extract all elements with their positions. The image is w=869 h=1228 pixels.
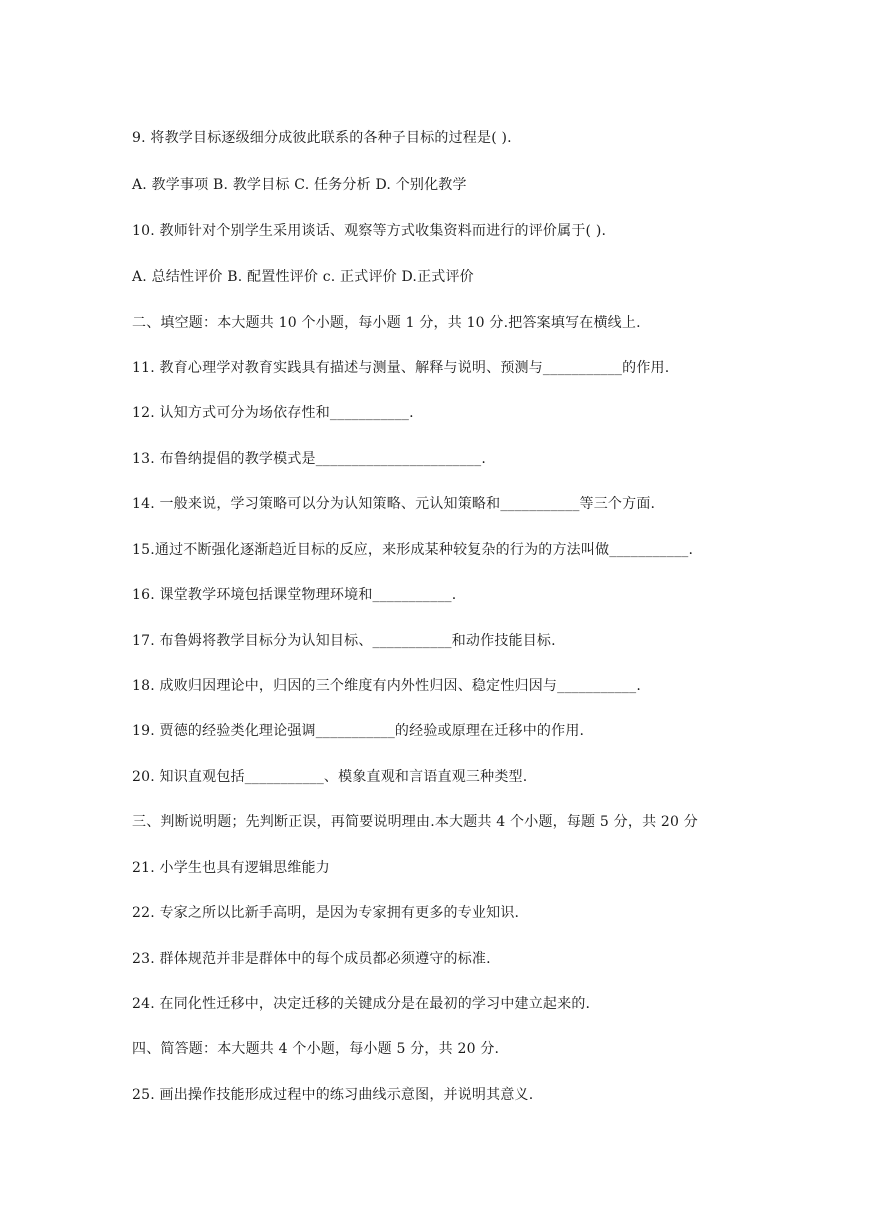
section-fill-in-heading: 二、填空题：本大题共 10 个小题，每小题 1 分，共 10 分.把答案填写在横线上. xyxy=(132,315,641,331)
question-22: 22. 专家之所以比新手高明，是因为专家拥有更多的专业知识. xyxy=(132,905,520,921)
question-25: 25. 画出操作技能形成过程中的练习曲线示意图，并说明其意义. xyxy=(132,1087,534,1103)
question-23: 23. 群体规范并非是群体中的每个成员都必须遵守的标准. xyxy=(132,951,491,967)
question-17: 17. 布鲁姆将教学目标分为认知目标、___________和动作技能目标. xyxy=(132,633,556,649)
question-13: 13. 布鲁纳提倡的教学模式是_______________________. xyxy=(132,451,486,467)
question-15: 15.通过不断强化逐渐趋近目标的反应，来形成某种较复杂的行为的方法叫做___________. xyxy=(132,542,694,558)
section-short-answer-heading: 四、简答题：本大题共 4 个小题，每小题 5 分，共 20 分. xyxy=(132,1041,500,1057)
question-19: 19. 贾德的经验类化理论强调___________的经验或原理在迁移中的作用. xyxy=(132,723,585,739)
question-20: 20. 知识直观包括___________、模象直观和言语直观三种类型. xyxy=(132,769,528,785)
question-10-options: A. 总结性评价 B. 配置性评价 c. 正式评价 D.正式评价 xyxy=(132,269,474,285)
question-9-options: A. 教学事项 B. 教学目标 C. 任务分析 D. 个别化教学 xyxy=(132,177,467,193)
question-14: 14. 一般来说，学习策略可以分为认知策略、元认知策略和___________等三个方面. xyxy=(132,496,656,512)
question-11: 11. 教育心理学对教育实践具有描述与测量、解释与说明、预测与___________的作用. xyxy=(132,360,670,376)
question-10: 10. 教师针对个别学生采用谈话、观察等方式收集资料而进行的评价属于( ). xyxy=(132,223,607,239)
question-12: 12. 认知方式可分为场依存性和___________. xyxy=(132,405,414,421)
section-judgment-heading: 三、判断说明题；先判断正误，再简要说明理由.本大题共 4 个小题，每题 5 分，共 20 分 xyxy=(132,814,698,830)
question-18: 18. 成败归因理论中，归因的三个维度有内外性归因、稳定性归因与___________. xyxy=(132,678,641,694)
question-21: 21. 小学生也具有逻辑思维能力 xyxy=(132,860,330,876)
question-16: 16. 课堂教学环境包括课堂物理环境和___________. xyxy=(132,587,457,603)
question-24: 24. 在同化性迁移中，决定迁移的关键成分是在最初的学习中建立起来的. xyxy=(132,996,591,1012)
question-9: 9. 将教学目标逐级细分成彼此联系的各种子目标的过程是( ). xyxy=(132,130,512,146)
